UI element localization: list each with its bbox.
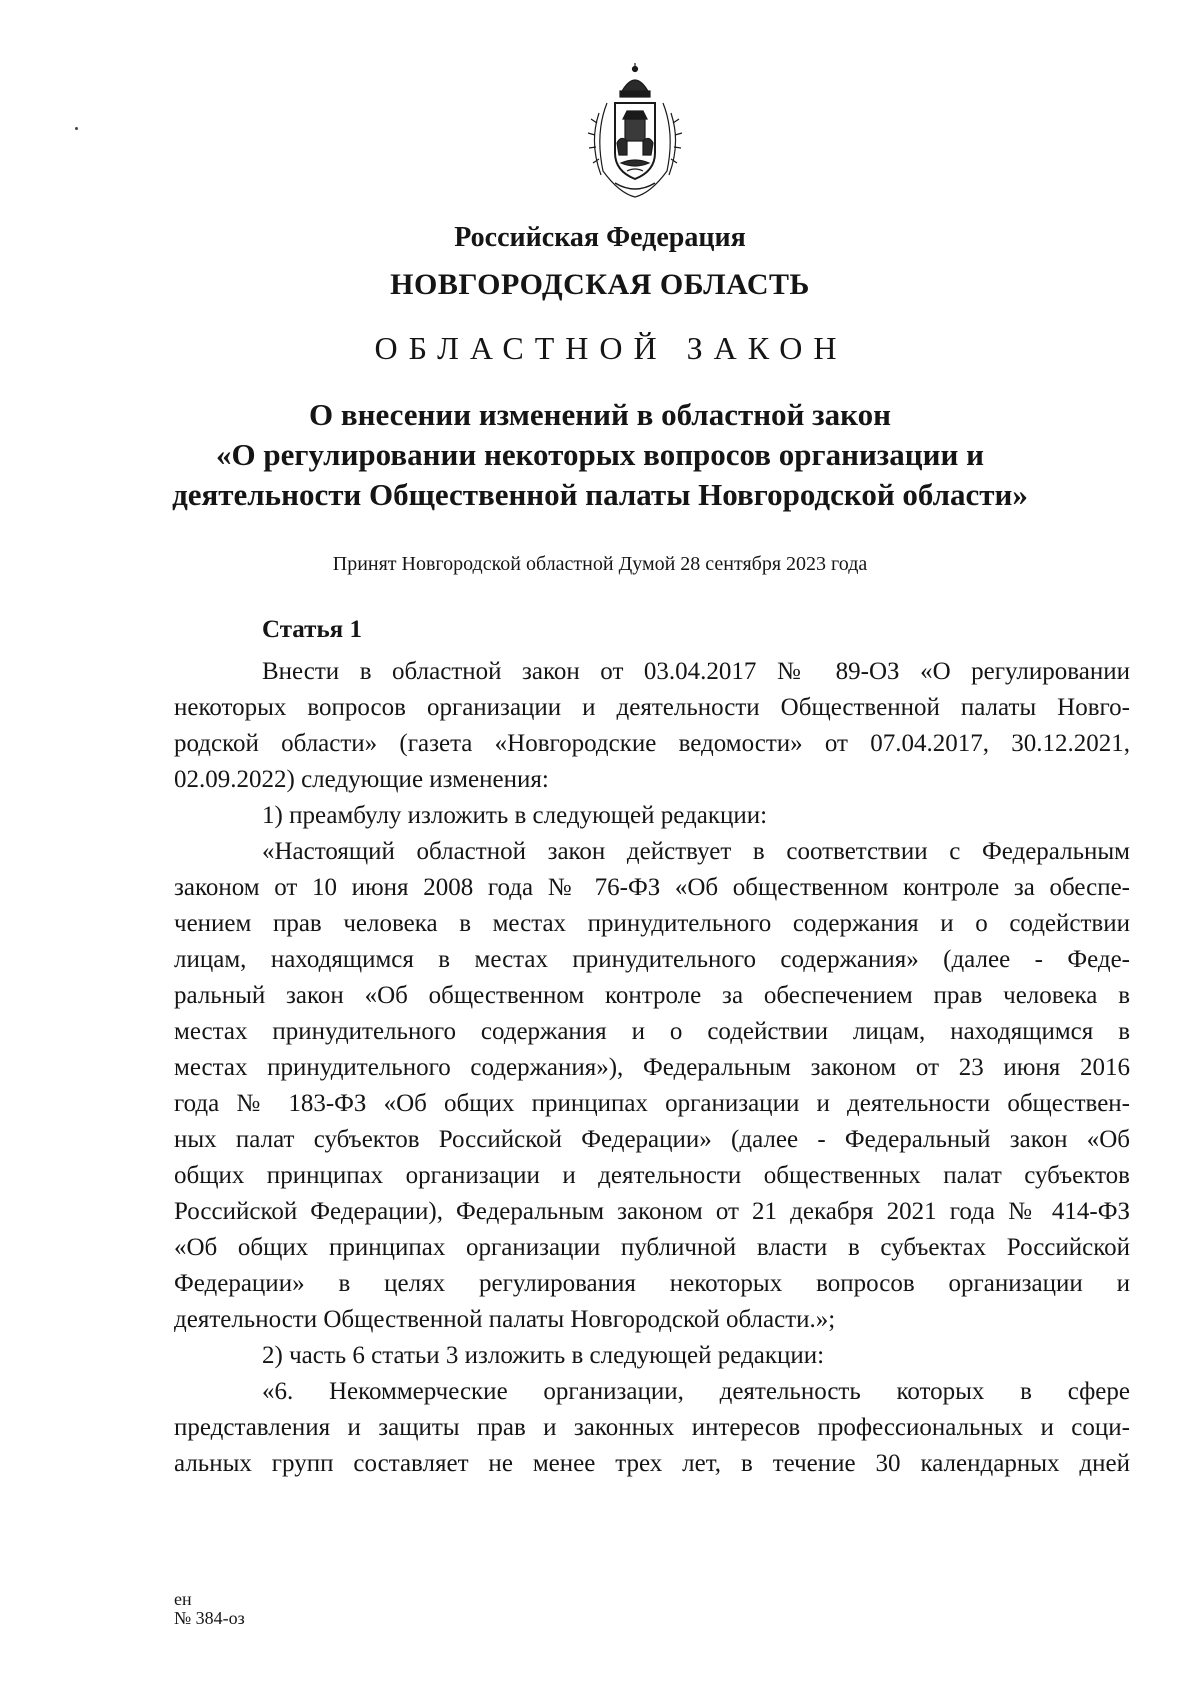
article-body (174, 654, 1130, 1482)
document-footer (174, 1590, 245, 1628)
federation-heading: Российская Федерация (454, 222, 746, 253)
law-title (0, 395, 1200, 515)
scan-speck (75, 127, 78, 130)
adoption-note: Принят Новгородской областной Думой 28 сентября 2023 года (332, 553, 868, 575)
article-heading: Статья 1 (262, 616, 362, 643)
body-line: деятельности Общественной палаты Новгородской области.»; (174, 1306, 836, 1333)
body-line: альных групп составляет не менее трех лет, в течение 30 календарных дней (174, 1450, 1130, 1477)
body-line: Внести в областной закон от 03.04.2017 № 89-ОЗ «О регулировании (262, 658, 1130, 685)
body-line: лицам, находящимся в местах принудительного содержания» (далее - Феде- (174, 946, 1130, 973)
region-heading: НОВГОРОДСКАЯ ОБЛАСТЬ (390, 268, 810, 301)
body-line: представления и защиты прав и законных интересов профессиональных и соци- (174, 1414, 1130, 1441)
body-line: ных палат субъектов Российской Федерации» (далее - Федеральный закон «Об (174, 1126, 1130, 1153)
body-line: некоторых вопросов организации и деятельности Общественной палаты Новго- (174, 694, 1130, 721)
body-line: «Настоящий областной закон действует в соответствии с Федеральным (262, 838, 1130, 865)
body-line: общих принципах организации и деятельности общественных палат субъектов (174, 1162, 1130, 1189)
body-line: «Об общих принципах организации публичной власти в субъектах Российской (174, 1234, 1130, 1261)
law-title-line: О внесении изменений в областной закон (309, 397, 891, 432)
body-line: чением прав человека в местах принудительного содержания и о содействии (174, 910, 1130, 937)
body-line: «6. Некоммерческие организации, деятельность которых в сфере (262, 1378, 1130, 1405)
body-line: родской области» (газета «Новгородские ведомости» от 07.04.2017, 30.12.2021, (174, 730, 1130, 757)
body-line: года № 183-ФЗ «Об общих принципах организации и деятельности обществен- (174, 1090, 1130, 1117)
law-title-line: «О регулировании некоторых вопросов организации и (216, 437, 984, 472)
body-line: законом от 10 июня 2008 года № 76-ФЗ «Об общественном контроле за обеспе- (174, 874, 1130, 901)
law-title-line: деятельности Общественной палаты Новгородской области» (172, 477, 1028, 512)
body-line: 1) преамбулу изложить в следующей редакции: (262, 802, 768, 829)
body-line: 2) часть 6 статьи 3 изложить в следующей редакции: (262, 1342, 825, 1369)
body-line: 02.09.2022) следующие изменения: (174, 766, 549, 793)
footer-initials: ен (174, 1589, 192, 1609)
footer-number: № 384-оз (174, 1608, 245, 1628)
body-line: Российской Федерации), Федеральным законом от 21 декабря 2021 года № 414-ФЗ (174, 1198, 1130, 1225)
coat-of-arms-icon (585, 63, 685, 200)
body-line: местах принудительного содержания»), Федеральным законом от 23 июня 2016 (174, 1054, 1130, 1081)
body-line: местах принудительного содержания и о содействии лицам, находящимся в (174, 1018, 1130, 1045)
body-line: Федерации» в целях регулирования некоторых вопросов организации и (174, 1270, 1130, 1297)
document-type-heading: ОБЛАСТНОЙ ЗАКОН (374, 330, 848, 366)
body-line: ральный закон «Об общественном контроле за обеспечением прав человека в (174, 982, 1130, 1009)
